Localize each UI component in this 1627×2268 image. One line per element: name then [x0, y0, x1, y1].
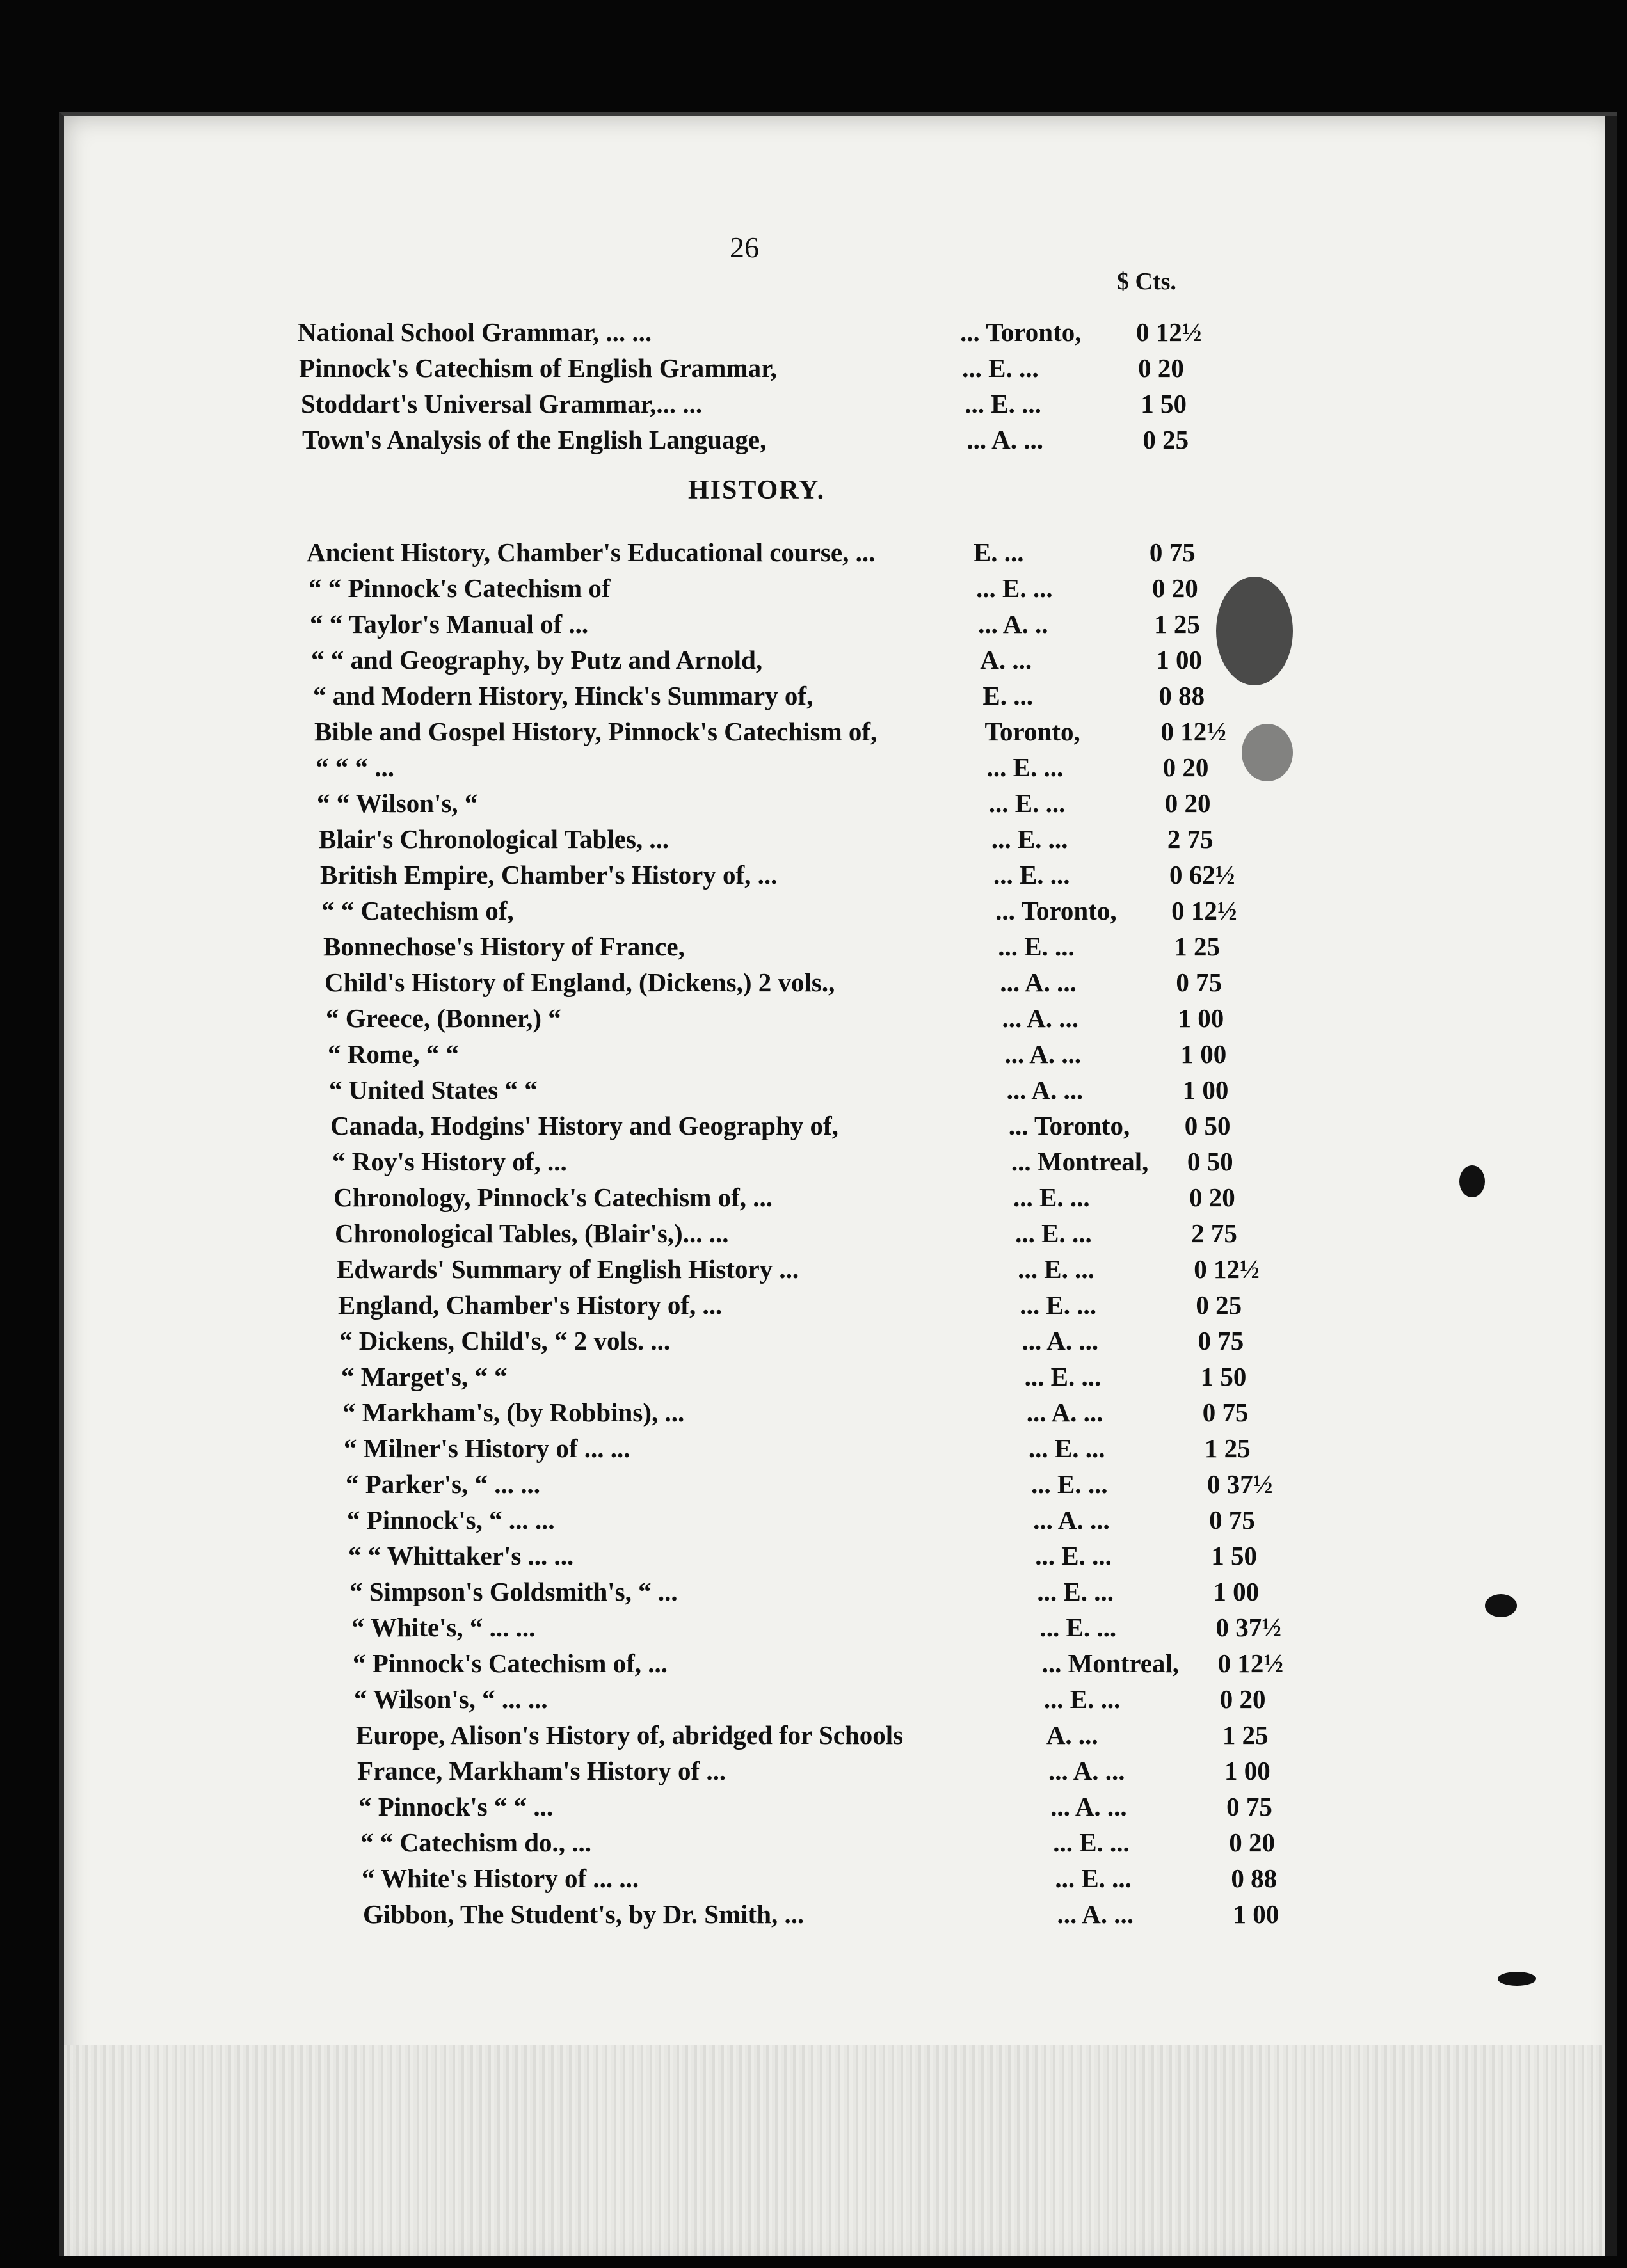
entry-title: Chronology, Pinnock's Catechism of, ... [333, 1183, 773, 1212]
entry-publisher: ... Montreal, [1041, 1649, 1180, 1678]
list-item [344, 1433, 1318, 1469]
list-item [335, 1218, 1318, 1254]
entry-title: Chronological Tables, (Blair's,)... ... [335, 1218, 729, 1248]
entry-title: Bible and Gospel History, Pinnock's Catechism of, [314, 717, 878, 746]
list-item [337, 1254, 1318, 1290]
entry-publisher: ... A. ... [1050, 1792, 1127, 1821]
entry-price: 0 12½ [1160, 717, 1226, 746]
entry-publisher: ... E. ... [1015, 1218, 1092, 1248]
entry-price: 0 50 [1187, 1147, 1233, 1176]
entry-price: 1 00 [1224, 1756, 1270, 1785]
page-number: 26 [730, 231, 759, 264]
entry-price: 1 25 [1174, 932, 1220, 961]
entry-publisher: A. ... [1046, 1720, 1098, 1750]
entry-publisher: ... E. ... [993, 860, 1070, 890]
entry-publisher: ... Toronto, [1008, 1111, 1130, 1140]
entry-publisher: ... A. ... [1002, 1003, 1079, 1033]
list-item [356, 1720, 1318, 1755]
list-item [354, 1684, 1318, 1720]
entry-title: Stoddart's Universal Grammar,... ... [301, 389, 703, 419]
entry-price: 0 12½ [1194, 1254, 1260, 1284]
list-item [311, 644, 1318, 680]
list-item [307, 537, 1318, 573]
entry-publisher: ... E. ... [1024, 1362, 1102, 1391]
entry-publisher: ... A. ... [1004, 1039, 1082, 1069]
list-item [320, 859, 1318, 895]
entry-title: “ “ Catechism do., ... [360, 1828, 592, 1857]
entry-publisher: ... E. ... [1035, 1541, 1112, 1570]
entry-price: 0 12½ [1217, 1649, 1284, 1678]
entry-publisher: ... E. ... [1053, 1828, 1130, 1857]
entry-publisher: ... E. ... [991, 824, 1068, 854]
entry-publisher: ... E. ... [998, 932, 1075, 961]
entry-publisher: ... A. ... [1057, 1899, 1134, 1929]
entry-title: “ Milner's History of ... ... [344, 1433, 630, 1463]
entry-title: “ Roy's History of, ... [332, 1147, 567, 1176]
currency-column-header: $ Cts. [1117, 268, 1176, 295]
entry-publisher: ... E. ... [1039, 1613, 1117, 1642]
entry-title: Europe, Alison's History of, abridged for Schools [356, 1720, 904, 1750]
ink-blot [1485, 1594, 1517, 1617]
entry-publisher: E. ... [982, 681, 1033, 710]
entry-title: Ancient History, Chamber's Educational course, ... [307, 538, 876, 567]
entry-publisher: ... Montreal, [1011, 1147, 1149, 1176]
list-item [347, 1505, 1318, 1540]
entry-publisher: ... A. ... [1048, 1756, 1125, 1785]
list-item [326, 1003, 1318, 1039]
entry-title: “ Pinnock's, “ ... ... [347, 1505, 555, 1535]
entry-title: “ and Modern History, Hinck's Summary of, [313, 681, 814, 710]
page-right-edge [1605, 116, 1617, 2256]
entry-title: “ Rome, “ “ [328, 1039, 459, 1069]
entry-title: “ “ Wilson's, “ [317, 788, 478, 818]
list-item [309, 573, 1318, 609]
entry-publisher: ... E. ... [1055, 1864, 1132, 1893]
list-item [301, 388, 1318, 424]
list-item [332, 1146, 1318, 1182]
entry-title: “ Pinnock's Catechism of, ... [353, 1649, 668, 1678]
list-item [342, 1397, 1318, 1433]
entry-publisher: ... Toronto, [960, 317, 1082, 347]
entry-publisher: ... E. ... [965, 389, 1041, 419]
entry-title: National School Grammar, ... ... [298, 317, 652, 347]
entry-publisher: ... E. ... [1018, 1254, 1094, 1284]
list-item [314, 716, 1318, 752]
list-item [333, 1182, 1318, 1218]
list-item [316, 752, 1318, 788]
entry-price: 1 00 [1182, 1075, 1229, 1105]
entry-title: Child's History of England, (Dickens,) 2 vols., [325, 968, 835, 997]
entry-publisher: ... A. ... [1006, 1075, 1084, 1105]
entry-price: 2 75 [1191, 1218, 1237, 1248]
entry-price: 0 20 [1162, 753, 1209, 782]
entry-price: 1 25 [1204, 1433, 1251, 1463]
entry-title: Bonnechose's History of France, [323, 932, 685, 961]
entry-price: 0 20 [1152, 573, 1198, 603]
list-item [357, 1755, 1318, 1791]
entry-title: “ Markham's, (by Robbins), ... [342, 1398, 685, 1427]
entry-title: Pinnock's Catechism of English Grammar, [299, 353, 777, 383]
entry-title: “ “ Catechism of, [321, 896, 514, 925]
entry-title: “ Wilson's, “ ... ... [354, 1684, 548, 1714]
entry-price: 0 88 [1158, 681, 1205, 710]
entry-publisher: Toronto, [984, 717, 1080, 746]
entry-title: “ White's, “ ... ... [351, 1613, 536, 1642]
entry-price: 0 75 [1226, 1792, 1272, 1821]
list-item [325, 967, 1318, 1003]
list-item [329, 1074, 1318, 1110]
entry-title: “ Parker's, “ ... ... [346, 1469, 541, 1499]
entry-price: 1 25 [1154, 609, 1200, 639]
list-item [346, 1469, 1318, 1505]
list-item [362, 1863, 1318, 1899]
entry-title: “ “ Whittaker's ... ... [348, 1541, 574, 1570]
entry-price: 1 50 [1200, 1362, 1247, 1391]
list-item [317, 788, 1318, 824]
entry-price: 0 20 [1189, 1183, 1235, 1212]
entry-title: British Empire, Chamber's History of, ... [320, 860, 778, 890]
list-item [298, 317, 1318, 353]
entry-price: 0 62½ [1169, 860, 1235, 890]
entry-price: 0 20 [1229, 1828, 1275, 1857]
list-item [338, 1290, 1318, 1325]
entry-title: England, Chamber's History of, ... [338, 1290, 723, 1320]
entry-publisher: ... A. ... [966, 425, 1043, 454]
list-item [319, 824, 1318, 859]
entry-publisher: ... A. ... [1033, 1505, 1110, 1535]
list-item [323, 931, 1318, 967]
entry-price: 0 75 [1202, 1398, 1249, 1427]
list-item [328, 1039, 1318, 1074]
entry-price: 0 20 [1164, 788, 1211, 818]
entry-price: 1 25 [1222, 1720, 1269, 1750]
list-item [310, 609, 1318, 644]
page-bottom-margin [64, 2045, 1617, 2256]
entry-price: 0 75 [1198, 1326, 1244, 1355]
list-item [341, 1361, 1318, 1397]
entry-publisher: ... E. ... [1031, 1469, 1108, 1499]
entry-publisher: ... E. ... [1037, 1577, 1114, 1606]
list-item [348, 1540, 1318, 1576]
list-item [363, 1899, 1318, 1935]
entry-title: “ “ Taylor's Manual of ... [310, 609, 589, 639]
entry-publisher: E. ... [973, 538, 1024, 567]
entry-publisher: ... E. ... [976, 573, 1053, 603]
entry-publisher: ... E. ... [1013, 1183, 1090, 1212]
list-item [313, 680, 1318, 716]
list-item [353, 1648, 1318, 1684]
entry-price: 0 37½ [1215, 1613, 1281, 1642]
entry-price: 1 00 [1180, 1039, 1227, 1069]
entry-publisher: ... A. .. [978, 609, 1048, 639]
entry-title: “ White's History of ... ... [362, 1864, 639, 1893]
entry-title: “ Dickens, Child's, “ 2 vols. ... [339, 1326, 671, 1355]
entry-title: “ Marget's, “ “ [341, 1362, 508, 1391]
entry-price: 0 25 [1142, 425, 1189, 454]
entry-price: 0 25 [1196, 1290, 1242, 1320]
entry-title: “ “ Pinnock's Catechism of [309, 573, 611, 603]
entry-title: Town's Analysis of the English Language, [302, 425, 767, 454]
entry-publisher: ... E. ... [1020, 1290, 1096, 1320]
entry-title: “ “ and Geography, by Putz and Arnold, [311, 645, 763, 675]
entry-publisher: A. ... [980, 645, 1032, 675]
entry-title: Gibbon, The Student's, by Dr. Smith, ... [363, 1899, 805, 1929]
section-heading: HISTORY. [688, 475, 826, 505]
entry-publisher: ... E. ... [1043, 1684, 1121, 1714]
entry-price: 0 12½ [1136, 317, 1202, 347]
entry-price: 0 75 [1149, 538, 1196, 567]
entry-price: 2 75 [1167, 824, 1214, 854]
entry-publisher: ... E. ... [986, 753, 1064, 782]
list-item [330, 1110, 1318, 1146]
entry-publisher: ... A. ... [1026, 1398, 1103, 1427]
entry-publisher: ... E. ... [1028, 1433, 1105, 1463]
entry-title: “ “ “ ... [316, 753, 394, 782]
entry-publisher: ... A. ... [1022, 1326, 1099, 1355]
entry-price: 0 12½ [1171, 896, 1237, 925]
list-item [339, 1325, 1318, 1361]
entry-price: 1 00 [1213, 1577, 1260, 1606]
entry-publisher: ... A. ... [1000, 968, 1077, 997]
entry-price: 1 00 [1233, 1899, 1279, 1929]
ink-blot [1498, 1972, 1536, 1986]
entry-price: 0 75 [1209, 1505, 1255, 1535]
entry-price: 0 75 [1176, 968, 1222, 997]
entry-price: 1 50 [1141, 389, 1187, 419]
entry-price: 0 20 [1219, 1684, 1266, 1714]
list-item [299, 353, 1318, 388]
list-item [360, 1827, 1318, 1863]
entry-price: 1 00 [1178, 1003, 1224, 1033]
entry-publisher: ... Toronto, [995, 896, 1117, 925]
entry-title: “ Greece, (Bonner,) “ [326, 1003, 561, 1033]
entry-title: “ Simpson's Goldsmith's, “ ... [349, 1577, 678, 1606]
entry-price: 0 88 [1231, 1864, 1278, 1893]
list-item [358, 1791, 1318, 1827]
entry-title: Edwards' Summary of English History ... [337, 1254, 799, 1284]
list-item [351, 1612, 1318, 1648]
entry-publisher: ... E. ... [988, 788, 1066, 818]
entry-title: France, Markham's History of ... [357, 1756, 726, 1785]
entry-price: 1 00 [1156, 645, 1202, 675]
entry-price: 1 50 [1211, 1541, 1257, 1570]
ink-blot [1459, 1165, 1485, 1197]
list-item [302, 424, 1318, 460]
list-item [349, 1576, 1318, 1612]
entry-price: 0 50 [1184, 1111, 1231, 1140]
entry-title: Blair's Chronological Tables, ... [319, 824, 669, 854]
entry-title: Canada, Hodgins' History and Geography of, [330, 1111, 838, 1140]
entry-price: 0 20 [1138, 353, 1184, 383]
entry-price: 0 37½ [1207, 1469, 1273, 1499]
entry-title: “ United States “ “ [329, 1075, 538, 1105]
list-item [321, 895, 1318, 931]
entry-title: “ Pinnock's “ “ ... [358, 1792, 554, 1821]
entry-publisher: ... E. ... [962, 353, 1039, 383]
